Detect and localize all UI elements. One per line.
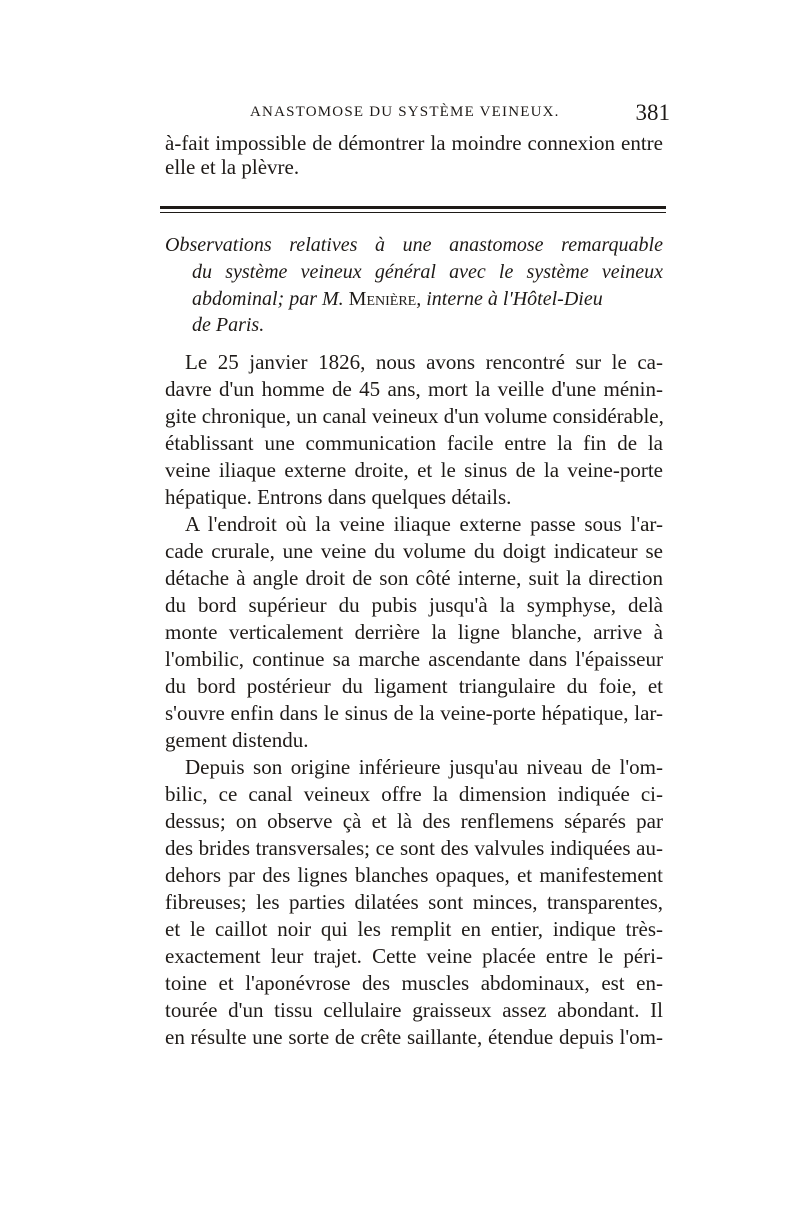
title-byline-prefix: abdominal; par M. [192, 288, 344, 310]
body-line: du bord supérieur du pubis jusqu'à la symphyse, delà [165, 593, 663, 617]
body-line: cade crurale, une veine du volume du doigt indicateur se [165, 539, 663, 563]
body-line: davre d'un homme de 45 ans, mort la veille d'une ménin- [165, 377, 663, 401]
body-line: gite chronique, un canal veineux d'un volume considérable, [165, 404, 664, 428]
body-line: toine et l'aponévrose des muscles abdominaux, est en- [165, 971, 663, 995]
body-line: tourée d'un tissu cellulaire graisseux assez abondant. Il [165, 998, 663, 1022]
section-rule-thin [160, 212, 666, 213]
title-byline-suffix: , interne à l'Hôtel-Dieu [416, 288, 603, 310]
body-line: hépatique. Entrons dans quelques détails. [165, 485, 512, 509]
body-line: dessus; on observe çà et là des renflemens séparés par [165, 809, 663, 833]
body-line: exactement leur trajet. Cette veine placée entre le péri- [165, 944, 663, 968]
body-line: bilic, ce canal veineux offre la dimension indiquée ci- [165, 782, 663, 806]
body-line: veine iliaque externe droite, et le sinus de la veine-porte [165, 458, 663, 482]
body-line: s'ouvre enfin dans le sinus de la veine-porte hépatique, lar- [165, 701, 663, 725]
author-name: Menière [348, 288, 417, 310]
section-rule [160, 206, 666, 209]
body-line: gement distendu. [165, 728, 309, 752]
text-line: à-fait impossible de démontrer la moindre connexion entre [165, 131, 663, 155]
article-title-line: Observations relatives à une anastomose remarquable [165, 234, 663, 256]
body-line: en résulte une sorte de crête saillante, étendue depuis l'om- [165, 1025, 663, 1049]
article-title-line: de Paris. [192, 314, 265, 336]
body-line: fibreuses; les parties dilatées sont minces, transparentes, [165, 890, 663, 914]
page-number: 381 [635, 100, 670, 125]
body-line: et le caillot noir qui les remplit en entier, indique très- [165, 917, 663, 941]
body-line: dehors par des lignes blanches opaques, et manifestement [165, 863, 663, 887]
running-head [140, 100, 670, 124]
body-line: détache à angle droit de son côté interne, suit la direction [165, 566, 663, 590]
article-title-line: du système veineux général avec le système veineux [192, 261, 663, 283]
body-line: des brides transversales; ce sont des valvules indiquées au- [165, 836, 663, 860]
body-line: A l'endroit où la veine iliaque externe passe sous l'ar- [185, 512, 663, 536]
body-line: Depuis son origine inférieure jusqu'au niveau de l'om- [185, 755, 663, 779]
body-line: l'ombilic, continue sa marche ascendante dans l'épaisseur [165, 647, 663, 671]
body-line: établissant une communication facile entre la fin de la [165, 431, 663, 455]
body-line: monte verticalement derrière la ligne blanche, arrive à [165, 620, 663, 644]
text-line: elle et la plèvre. [165, 155, 300, 179]
running-title: ANASTOMOSE DU SYSTÈME VEINEUX. [250, 104, 560, 120]
body-line: Le 25 janvier 1826, nous avons rencontré sur le ca- [185, 350, 663, 374]
body-line: du bord postérieur du ligament triangulaire du foie, et [165, 674, 663, 698]
article-title-line [192, 287, 663, 311]
